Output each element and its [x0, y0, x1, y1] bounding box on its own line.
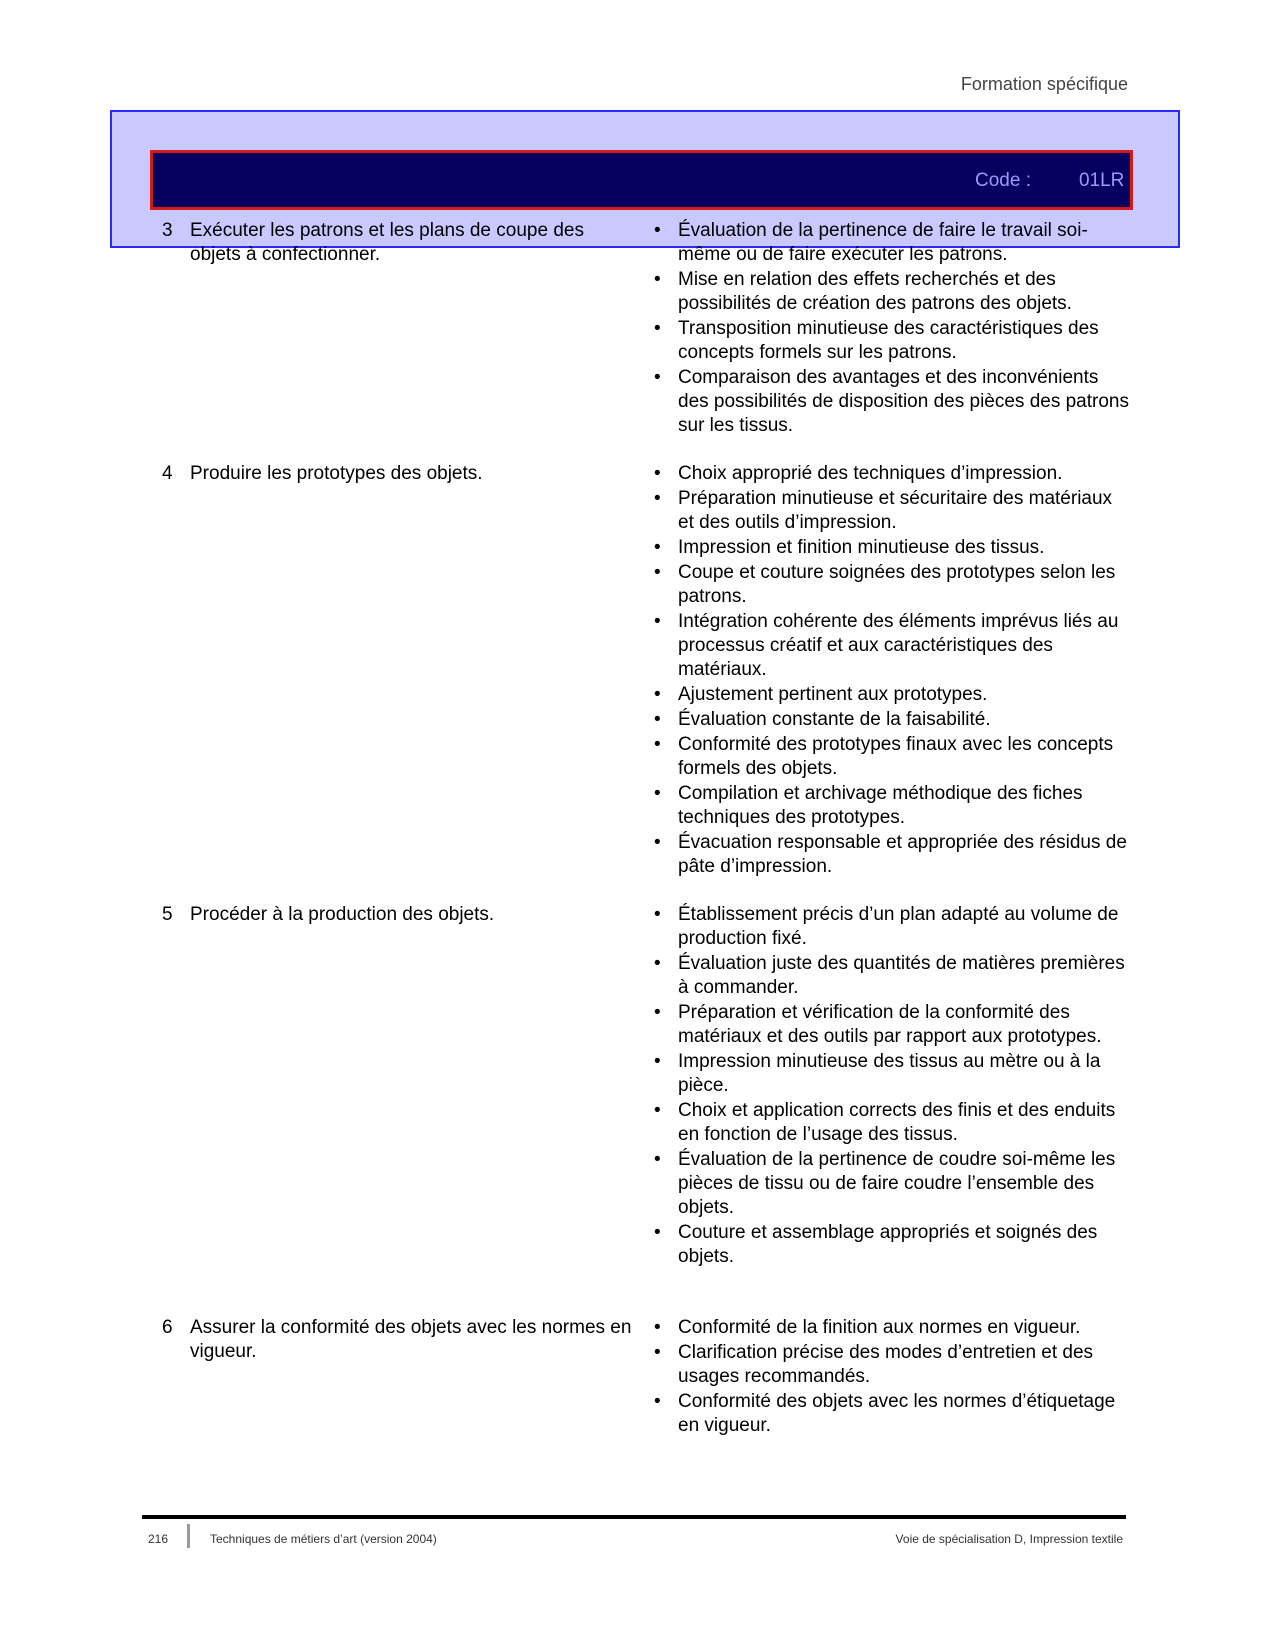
- competence-number: 3: [162, 220, 173, 241]
- criterion-item: • Mise en relation des effets recherchés et des possibilités de création des patrons des objets.: [654, 268, 1132, 316]
- criterion-item: • Choix approprié des techniques d’impression.: [654, 462, 1132, 486]
- criteria-list: [654, 1316, 1132, 1439]
- footer-separator: [187, 1524, 190, 1548]
- criterion-item: • Impression minutieuse des tissus au mètre ou à la pièce.: [654, 1050, 1132, 1098]
- criterion-item: • Évaluation juste des quantités de matières premières à commander.: [654, 952, 1132, 1000]
- criterion-item: • Conformité de la finition aux normes en vigueur.: [654, 1316, 1132, 1340]
- competence-text: Produire les prototypes des objets.: [190, 463, 483, 484]
- criterion-item: • Évacuation responsable et appropriée des résidus de pâte d’impression.: [654, 831, 1132, 879]
- criterion-item: • Établissement précis d’un plan adapté au volume de production fixé.: [654, 903, 1132, 951]
- criterion-item: • Ajustement pertinent aux prototypes.: [654, 683, 1132, 707]
- criterion-item: • Clarification précise des modes d’entretien et des usages recommandés.: [654, 1341, 1132, 1389]
- footer-specialisation: Voie de spécialisation D, Impression textile: [895, 1532, 1123, 1546]
- criterion-item: • Conformité des prototypes finaux avec les concepts formels des objets.: [654, 733, 1132, 781]
- page-footer: [148, 1532, 1123, 1548]
- criterion-item: • Évaluation constante de la faisabilité.: [654, 708, 1132, 732]
- section-header: Formation spécifique: [960, 74, 1128, 94]
- criteria-list: [654, 903, 1132, 1270]
- code-label-group: [975, 170, 1124, 192]
- criterion-item: • Impression et finition minutieuse des tissus.: [654, 536, 1132, 560]
- competence-number: 4: [162, 463, 173, 484]
- competence: [162, 219, 632, 267]
- criterion-item: • Intégration cohérente des éléments imprévus liés au processus créatif et aux caractéristiques des matériaux.: [654, 610, 1132, 682]
- criterion-item: • Comparaison des avantages et des inconvénients des possibilités de disposition des pièces des patrons sur les tissus.: [654, 366, 1132, 438]
- criterion-item: • Évaluation de la pertinence de faire le travail soi-même ou de faire exécuter les patrons.: [654, 219, 1132, 267]
- competence-number: 6: [162, 1317, 173, 1338]
- criterion-item: • Compilation et archivage méthodique des fiches techniques des prototypes.: [654, 782, 1132, 830]
- criteria-list: [654, 219, 1132, 439]
- criterion-item: • Couture et assemblage appropriés et soignés des objets.: [654, 1221, 1132, 1269]
- code-label: Code :: [975, 170, 1031, 191]
- criterion-item: • Évaluation de la pertinence de coudre soi-même les pièces de tissu ou de faire coudre l’ensemble des objets.: [654, 1148, 1132, 1220]
- competence-text: Exécuter les patrons et les plans de coupe des objets à confectionner.: [190, 220, 584, 265]
- footer-rule: [142, 1515, 1126, 1519]
- criterion-item: • Transposition minutieuse des caractéristiques des concepts formels sur les patrons.: [654, 317, 1132, 365]
- criteria-list: [654, 462, 1132, 880]
- competence-text: Procéder à la production des objets.: [190, 904, 495, 925]
- competence-text: Assurer la conformité des objets avec les normes en vigueur.: [190, 1317, 632, 1362]
- footer-title: Techniques de métiers d’art (version 2004): [210, 1532, 437, 1546]
- competence: [162, 462, 632, 486]
- criterion-item: • Conformité des objets avec les normes d’étiquetage en vigueur.: [654, 1390, 1132, 1438]
- competence: [162, 903, 632, 927]
- competence: [162, 1316, 632, 1364]
- criterion-item: • Choix et application corrects des finis et des enduits en fonction de l’usage des tissus.: [654, 1099, 1132, 1147]
- criterion-item: • Préparation et vérification de la conformité des matériaux et des outils par rapport aux prototypes.: [654, 1001, 1132, 1049]
- page-number: 216: [148, 1532, 169, 1546]
- criterion-item: • Coupe et couture soignées des prototypes selon les patrons.: [654, 561, 1132, 609]
- code-value: 01LR: [1078, 170, 1125, 191]
- competence-number: 5: [162, 904, 173, 925]
- criterion-item: • Préparation minutieuse et sécuritaire des matériaux et des outils d’impression.: [654, 487, 1132, 535]
